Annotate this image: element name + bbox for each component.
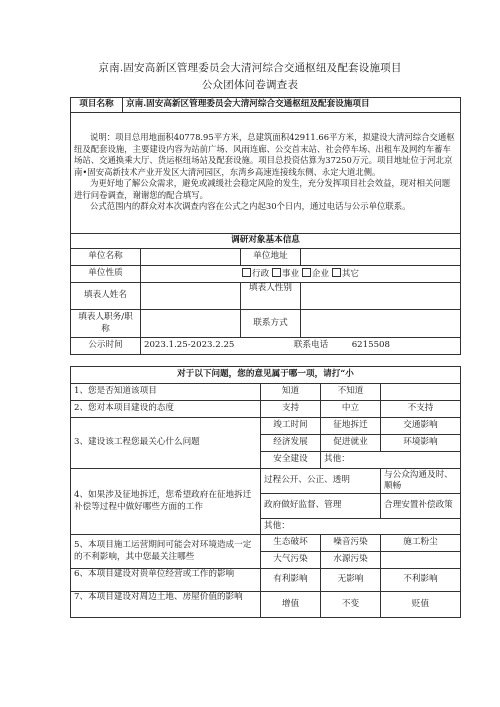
- q3-option[interactable]: 征地拆迁: [321, 418, 381, 435]
- q5-option[interactable]: 水源污染: [321, 552, 381, 569]
- q5-option[interactable]: 噪音污染: [321, 535, 381, 552]
- document-subtitle: 公众团体问卷调查表: [201, 79, 299, 91]
- question-6-text: 6、本项目建设对贵单位经营或工作的影响: [71, 569, 261, 592]
- q6-option[interactable]: 不利影响: [381, 569, 461, 592]
- publicity-time-label: 公示时间: [71, 338, 141, 355]
- q2-option-oppose[interactable]: 不支持: [381, 401, 461, 418]
- unit-address-field[interactable]: [301, 249, 461, 266]
- q3-option[interactable]: 安全建设: [261, 452, 321, 469]
- q3-option-other[interactable]: 其他：: [321, 452, 461, 469]
- filler-gender-label: 填表人性别: [241, 283, 301, 310]
- filler-gender-field[interactable]: [301, 283, 461, 310]
- publicity-time-value: 2023.1.25-2023.2.25: [144, 340, 235, 351]
- filler-name-field[interactable]: [141, 283, 241, 310]
- q5-option[interactable]: 施工粉尘: [381, 535, 461, 552]
- question-2-text: 2、您对本项目建设的态度: [71, 401, 261, 418]
- q4-option-other[interactable]: 其他：: [261, 519, 461, 535]
- checkbox-icon[interactable]: [242, 268, 251, 277]
- filler-position-field[interactable]: [141, 310, 241, 338]
- basic-info-table: [70, 233, 461, 355]
- q2-option-support[interactable]: 支持: [261, 401, 321, 418]
- q1-option-dont-know[interactable]: 不知道: [321, 384, 381, 401]
- q1-option-know[interactable]: 知道: [261, 384, 321, 401]
- q3-option[interactable]: 竣工时间: [261, 418, 321, 435]
- project-name-label: 项目名称: [71, 98, 123, 113]
- checkbox-icon[interactable]: [272, 268, 281, 277]
- phone-label: 联系电话: [293, 340, 329, 351]
- phone-value: 6215508: [351, 340, 390, 351]
- q3-option[interactable]: 促进就业: [321, 435, 381, 452]
- question-1-text: 1、您是否知道该项目: [71, 384, 261, 401]
- q4-option[interactable]: 政府做好监督、管理: [261, 494, 381, 519]
- unit-nature-options: [141, 266, 461, 283]
- filler-name-label: 填表人姓名: [71, 283, 141, 310]
- contact-field[interactable]: [301, 310, 461, 338]
- q7-option[interactable]: 增值: [261, 592, 321, 618]
- question-5-text: 5、本项目施工运营期间可能会对环境造成一定的不利影响，其中您最关注哪些: [71, 535, 261, 569]
- unit-nature-option: 其它: [341, 268, 360, 279]
- unit-address-label: 单位地址: [241, 249, 301, 266]
- filler-position-label: 填表人职务/职称: [71, 310, 141, 338]
- publicity-time-row: [141, 338, 461, 355]
- q5-empty-cell: [381, 552, 461, 569]
- q4-option[interactable]: 与公众沟通及时、顺畅: [381, 469, 461, 494]
- q3-option[interactable]: 经济发展: [261, 435, 321, 452]
- unit-nature-option: 行政: [252, 268, 270, 279]
- q3-option[interactable]: 交通影响: [381, 418, 461, 435]
- q3-option[interactable]: 环境影响: [381, 435, 461, 452]
- q2-option-neutral[interactable]: 中立: [321, 401, 381, 418]
- checkbox-icon[interactable]: [302, 268, 311, 277]
- question-4-text: 4、如果涉及征地拆迁，您希望政府在征地拆迁补偿等过程中做好哪些方面的工作: [71, 469, 261, 535]
- q7-option[interactable]: 贬值: [381, 592, 461, 618]
- basic-info-section-title: 调研对象基本信息: [71, 234, 461, 249]
- unit-nature-label: 单位性质: [71, 266, 141, 283]
- q4-option[interactable]: 合理安置补偿政策: [381, 494, 461, 519]
- description-paragraph: 为更好地了解公众需求，避免或减缓社会稳定风险的发生，充分发挥项目社会效益，现对相关问题进行问卷调查，谢谢您的配合填写。: [74, 178, 451, 200]
- unit-nature-option: 事业: [281, 268, 300, 279]
- unit-name-field[interactable]: [141, 249, 241, 266]
- project-name-value: 京南.固安高新区管理委员会大清河综合交通枢纽及配套设施项目: [123, 98, 461, 113]
- checkbox-icon[interactable]: [332, 268, 341, 277]
- project-description: [71, 113, 461, 234]
- questions-section-title: 对于以下问题，您的意见属于哪一项，请打“小: [71, 367, 461, 384]
- description-paragraph: 说明：项目总用地面积40778.95平方米，总建筑面积42911.66平方米，拟建设大清河综合交通枢纽及配套设施，主要建设内容为站前广场、风雨连廊、公交首末站、社会停车场、出租车及网约车蓄车场站、交通换乘大厅、货运枢纽场站及配套设施。项目总投资估算为37250万元。项目地址位于河北京南•固安高新技术产业开发区大清河园区，东湾乡高速连接线东侧、永定大道北侧。: [74, 131, 455, 177]
- question-7-text: 7、本项目建设对周边土地、房屋价值的影响: [71, 592, 261, 618]
- unit-name-label: 单位名称: [71, 249, 141, 266]
- document-title: 京南.固安高新区管理委员会大清河综合交通枢纽及配套设施项目: [98, 62, 402, 74]
- questions-table: [70, 366, 461, 618]
- question-3-text: 3、建设该工程您最关心什么问题: [71, 418, 261, 469]
- description-paragraph: 公式范围内的群众对本次调查内容在公式之内起30个日内，通过电话与公示单位联系。: [90, 201, 411, 212]
- q7-option[interactable]: 不变: [321, 592, 381, 618]
- q5-option[interactable]: 大气污染: [261, 552, 321, 569]
- contact-label: 联系方式: [241, 310, 301, 338]
- q4-option[interactable]: 过程公开、公正、透明: [261, 469, 381, 494]
- survey-table-top: [70, 97, 461, 234]
- q5-option[interactable]: 生态破坏: [261, 535, 321, 552]
- q6-option[interactable]: 无影响: [321, 569, 381, 592]
- q1-empty-cell: [381, 384, 461, 401]
- q6-option[interactable]: 有利影响: [261, 569, 321, 592]
- unit-nature-option: 企业: [311, 268, 330, 279]
